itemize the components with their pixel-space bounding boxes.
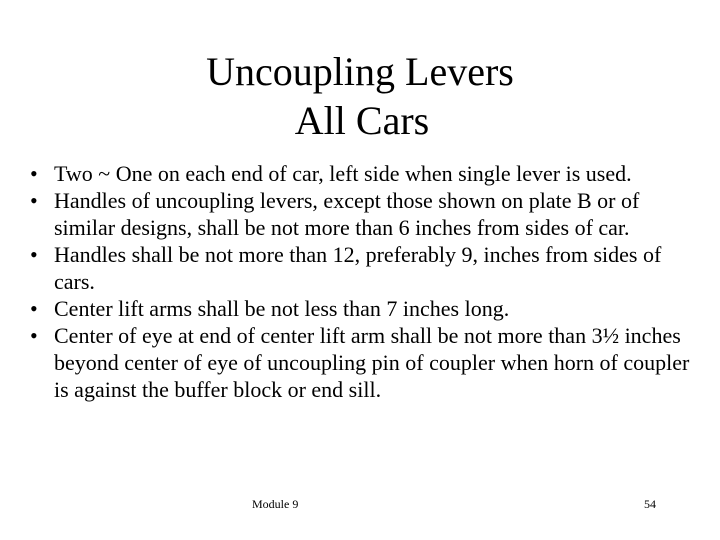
bullet-dot-icon: •: [30, 161, 38, 186]
bullet-item: [30, 241, 700, 295]
bullet-dot-icon: •: [30, 323, 38, 348]
footer-module-label: Module 9: [252, 497, 299, 511]
bullet-item: [30, 160, 700, 187]
slide-title-line-1: [0, 48, 720, 96]
bullet-item: [30, 187, 700, 241]
bullet-text: Handles of uncoupling levers, except those shown on plate B or of similar designs, shall be not more than 6 inches from sides of car.: [54, 188, 640, 240]
bullet-text: Handles shall be not more than 12, preferably 9, inches from sides of cars.: [54, 242, 662, 294]
title-text-2: All Cars: [294, 98, 430, 143]
bullet-dot-icon: •: [30, 296, 38, 321]
slide-title-line-2: [0, 97, 720, 145]
bullet-text: Center of eye at end of center lift arm shall be not more than 3½ inches beyond center of eye of uncoupling pin of coupler when horn of coupler is against the buffer block or end sill.: [54, 323, 690, 402]
page-number: 54: [644, 497, 656, 511]
bullet-dot-icon: •: [30, 188, 38, 213]
bullet-dot-icon: •: [30, 242, 38, 267]
bullet-text: Two ~ One on each end of car, left side when single lever is used.: [54, 161, 632, 186]
bullet-text: Center lift arms shall be not less than 7 inches long.: [54, 296, 510, 321]
bullet-item: [30, 295, 700, 322]
title-text-1: Uncoupling Levers: [206, 49, 514, 94]
bullet-item: [30, 322, 700, 403]
bullet-list: [30, 160, 700, 403]
